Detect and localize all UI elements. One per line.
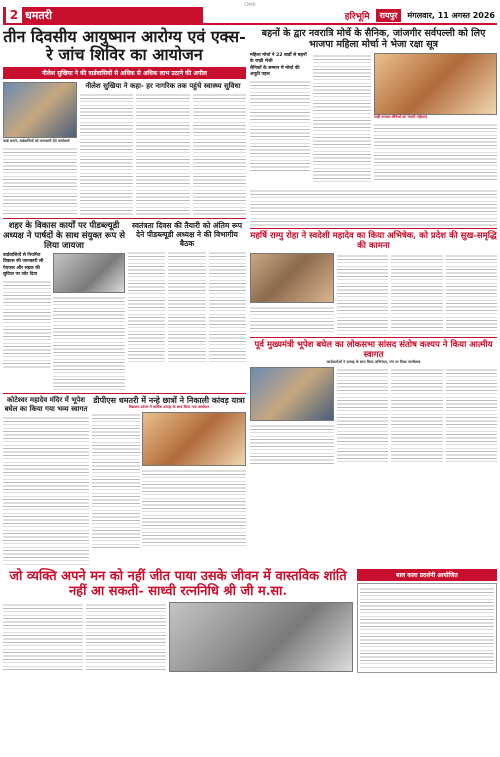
right-story-3-left [250,367,334,465]
lead-body [80,92,246,216]
right-story-2-col-3 [446,253,497,335]
story-2-bullet-2: पेयजल और सड़क की सुविधा पर जोर दिया [3,266,40,277]
story-3-title: स्वतंत्रता दिवस की तैयारी को अंतिम रूप देने पीडब्ल्यूडी अध्यक्ष ने की विभागीय बैठक [131,221,243,248]
masthead-left [3,7,203,23]
right-story-2-photo [250,253,334,303]
bottom-box-text [360,586,494,670]
right-story-3-col-3 [446,367,497,465]
lead-subheadline: नीलेश सुखिया ने कहा- हर नागरिक तक पहुंचे स्वास्थ्य सुविधा [85,81,241,90]
story-3-body [128,250,246,362]
story-3-col-2 [168,250,205,362]
right-top-continuation [250,188,497,226]
row-stories-2 [3,396,246,565]
story-3-col-1 [128,250,165,362]
divider [250,337,497,338]
paper-name: हरिभूमि [344,11,370,22]
lead-body-col-3 [193,92,246,216]
right-story-3-body [337,367,497,465]
bottom-box-title: बाल कला प्रदर्शनी आयोजित [357,569,497,581]
right-story-2-title: महर्षि राम्पु रोहा ने स्वदेशी महादेव का किया अभिषेक, को प्रदेश की सुख-समृद्धि की कामना [250,231,497,251]
masthead-right [203,7,497,23]
story-5-title: डीपीएस धमतरी में नन्हे छात्रों ने निकाली कांवड़ यात्रा [93,395,245,405]
story-4 [3,396,89,565]
lead-photo-caption: कार्ड बनाने, वार्डवासियों को जानकारी देते कार्यकर्ता [3,139,70,143]
page-number: 2 [6,7,22,23]
masthead [3,7,497,25]
right-top-bullet-1: महिला मोर्चा ने 22 बार्डों से बहनों के राखी भेजी [250,53,307,64]
bottom-photo [169,602,353,672]
story-2-right [53,253,125,391]
row-stories [3,221,246,391]
right-story-2-col-1 [337,253,388,335]
bottom-body [3,602,353,672]
divider [3,218,246,219]
story-2-photo [53,253,125,293]
right-top-photo-caption: राखी बनाकर सैनिकों को भेजती महिलाएं [374,115,427,119]
lead-photo-col [3,82,77,216]
bottom-headline: जो व्यक्ति अपने मन को नहीं जीत पाया उसके जीवन में वास्तविक शांति नहीं आ सकती- साध्वी रत्ननिधि श्री जी म.सा. [9,569,347,599]
right-story-3-title: पूर्व मुख्यमंत्री भूपेश बघेल का लोकसभा सांसद संतोष कश्यप ने किया आत्मीय स्वागत [254,340,493,360]
story-2-bullets [3,253,51,391]
lead-text-1 [3,146,77,216]
right-story-3-photo [250,367,334,421]
right-top-bullet-2: सैनिकों के सम्मान में मोर्चा की अनूठी पहल [250,66,300,77]
right-top-title: बहनों के द्वार नवरात्रि मोर्चे के सैनिक, जांजगीर सर्वपल्ली को लिए भाजपा महिला मोर्चा ने भेजा रक्षा सूत्र [261,28,486,50]
main-headline: तीन दिवसीय आयुष्मान आरोग्य एवं एक्स-रे जांच शिविर का आयोजन [3,27,246,64]
story-2-body [3,253,125,391]
content-columns [3,28,497,565]
story-2 [3,221,125,391]
main-subheadline: नीलेश सुखिया ने की वार्डवासियों से अधिक से अधिक लाभ उठाने की अपील [3,67,246,79]
lead-body-col-2 [136,92,189,216]
right-story-3-col-1 [337,367,388,465]
issue-date: मंगलवार, 11 अगस्त 2026 [407,10,495,20]
right-top-story [250,53,497,185]
right-top-text-3 [374,122,497,182]
left-half [3,28,246,565]
right-top-text-2 [313,53,371,185]
story-2-text-a [3,279,51,369]
bottom-box [357,569,497,673]
story-5-right [142,412,246,548]
right-story-3-text-a [250,423,334,465]
story-5 [92,396,246,565]
bottom-story [3,569,353,673]
story-2-bullet-1: वार्डवासियों से नियमित विकास की जानकारी ली [3,253,44,264]
lead-text-col [80,82,246,216]
bottom-col-1 [3,602,83,672]
lead-story [3,82,246,216]
right-story-2-text-a [250,305,334,335]
right-top-photo-col [374,53,497,185]
right-story-3-col-2 [391,367,442,465]
right-top-bullets [250,53,310,185]
right-story-3 [250,367,497,465]
right-story-3-subtitle: कार्यकर्ताओं ने उत्साह के साथ किया अभिनंदन, मंच पर दिखा जनसैलाब [326,360,421,364]
story-5-col-2 [142,468,246,548]
right-half [250,28,497,565]
bottom-row [3,569,497,673]
story-5-body [92,412,246,548]
story-4-title: कोटेश्वर महादेव मंदिर में भूपेश बघेल का किया गया भव्य स्वागत [4,395,88,413]
right-story-2 [250,253,497,335]
story-5-col-1 [92,412,140,548]
divider [250,228,497,229]
bottom-box-body [357,583,497,673]
right-story-2-left [250,253,334,335]
story-2-text-b [53,295,125,391]
story-5-photo [142,412,246,466]
right-story-2-col-2 [391,253,442,335]
story-4-text [3,415,89,565]
right-story-2-body [337,253,497,335]
divider [3,393,246,394]
city-label: रायपुर [376,9,402,22]
bottom-col-2 [86,602,166,672]
right-top-text-1 [250,79,310,173]
right-top-photo [374,53,497,115]
story-3 [128,221,246,391]
story-5-subtitle: विद्यालय प्रांगण में धार्मिक उत्साह के साथ किया गया आयोजन [128,405,210,409]
right-top-col-2 [313,53,371,185]
print-mark: CMYK [244,2,256,7]
story-2-title: शहर के विकास कार्यों पर पीडब्ल्यूडी अध्यक्ष ने पार्षदों के साथ संयुक्त रूप से लिया जायजा [3,221,125,251]
section-title: धमतरी [25,8,52,22]
lead-photo [3,82,77,138]
lead-body-col-1 [80,92,133,216]
story-3-col-3 [209,250,246,362]
